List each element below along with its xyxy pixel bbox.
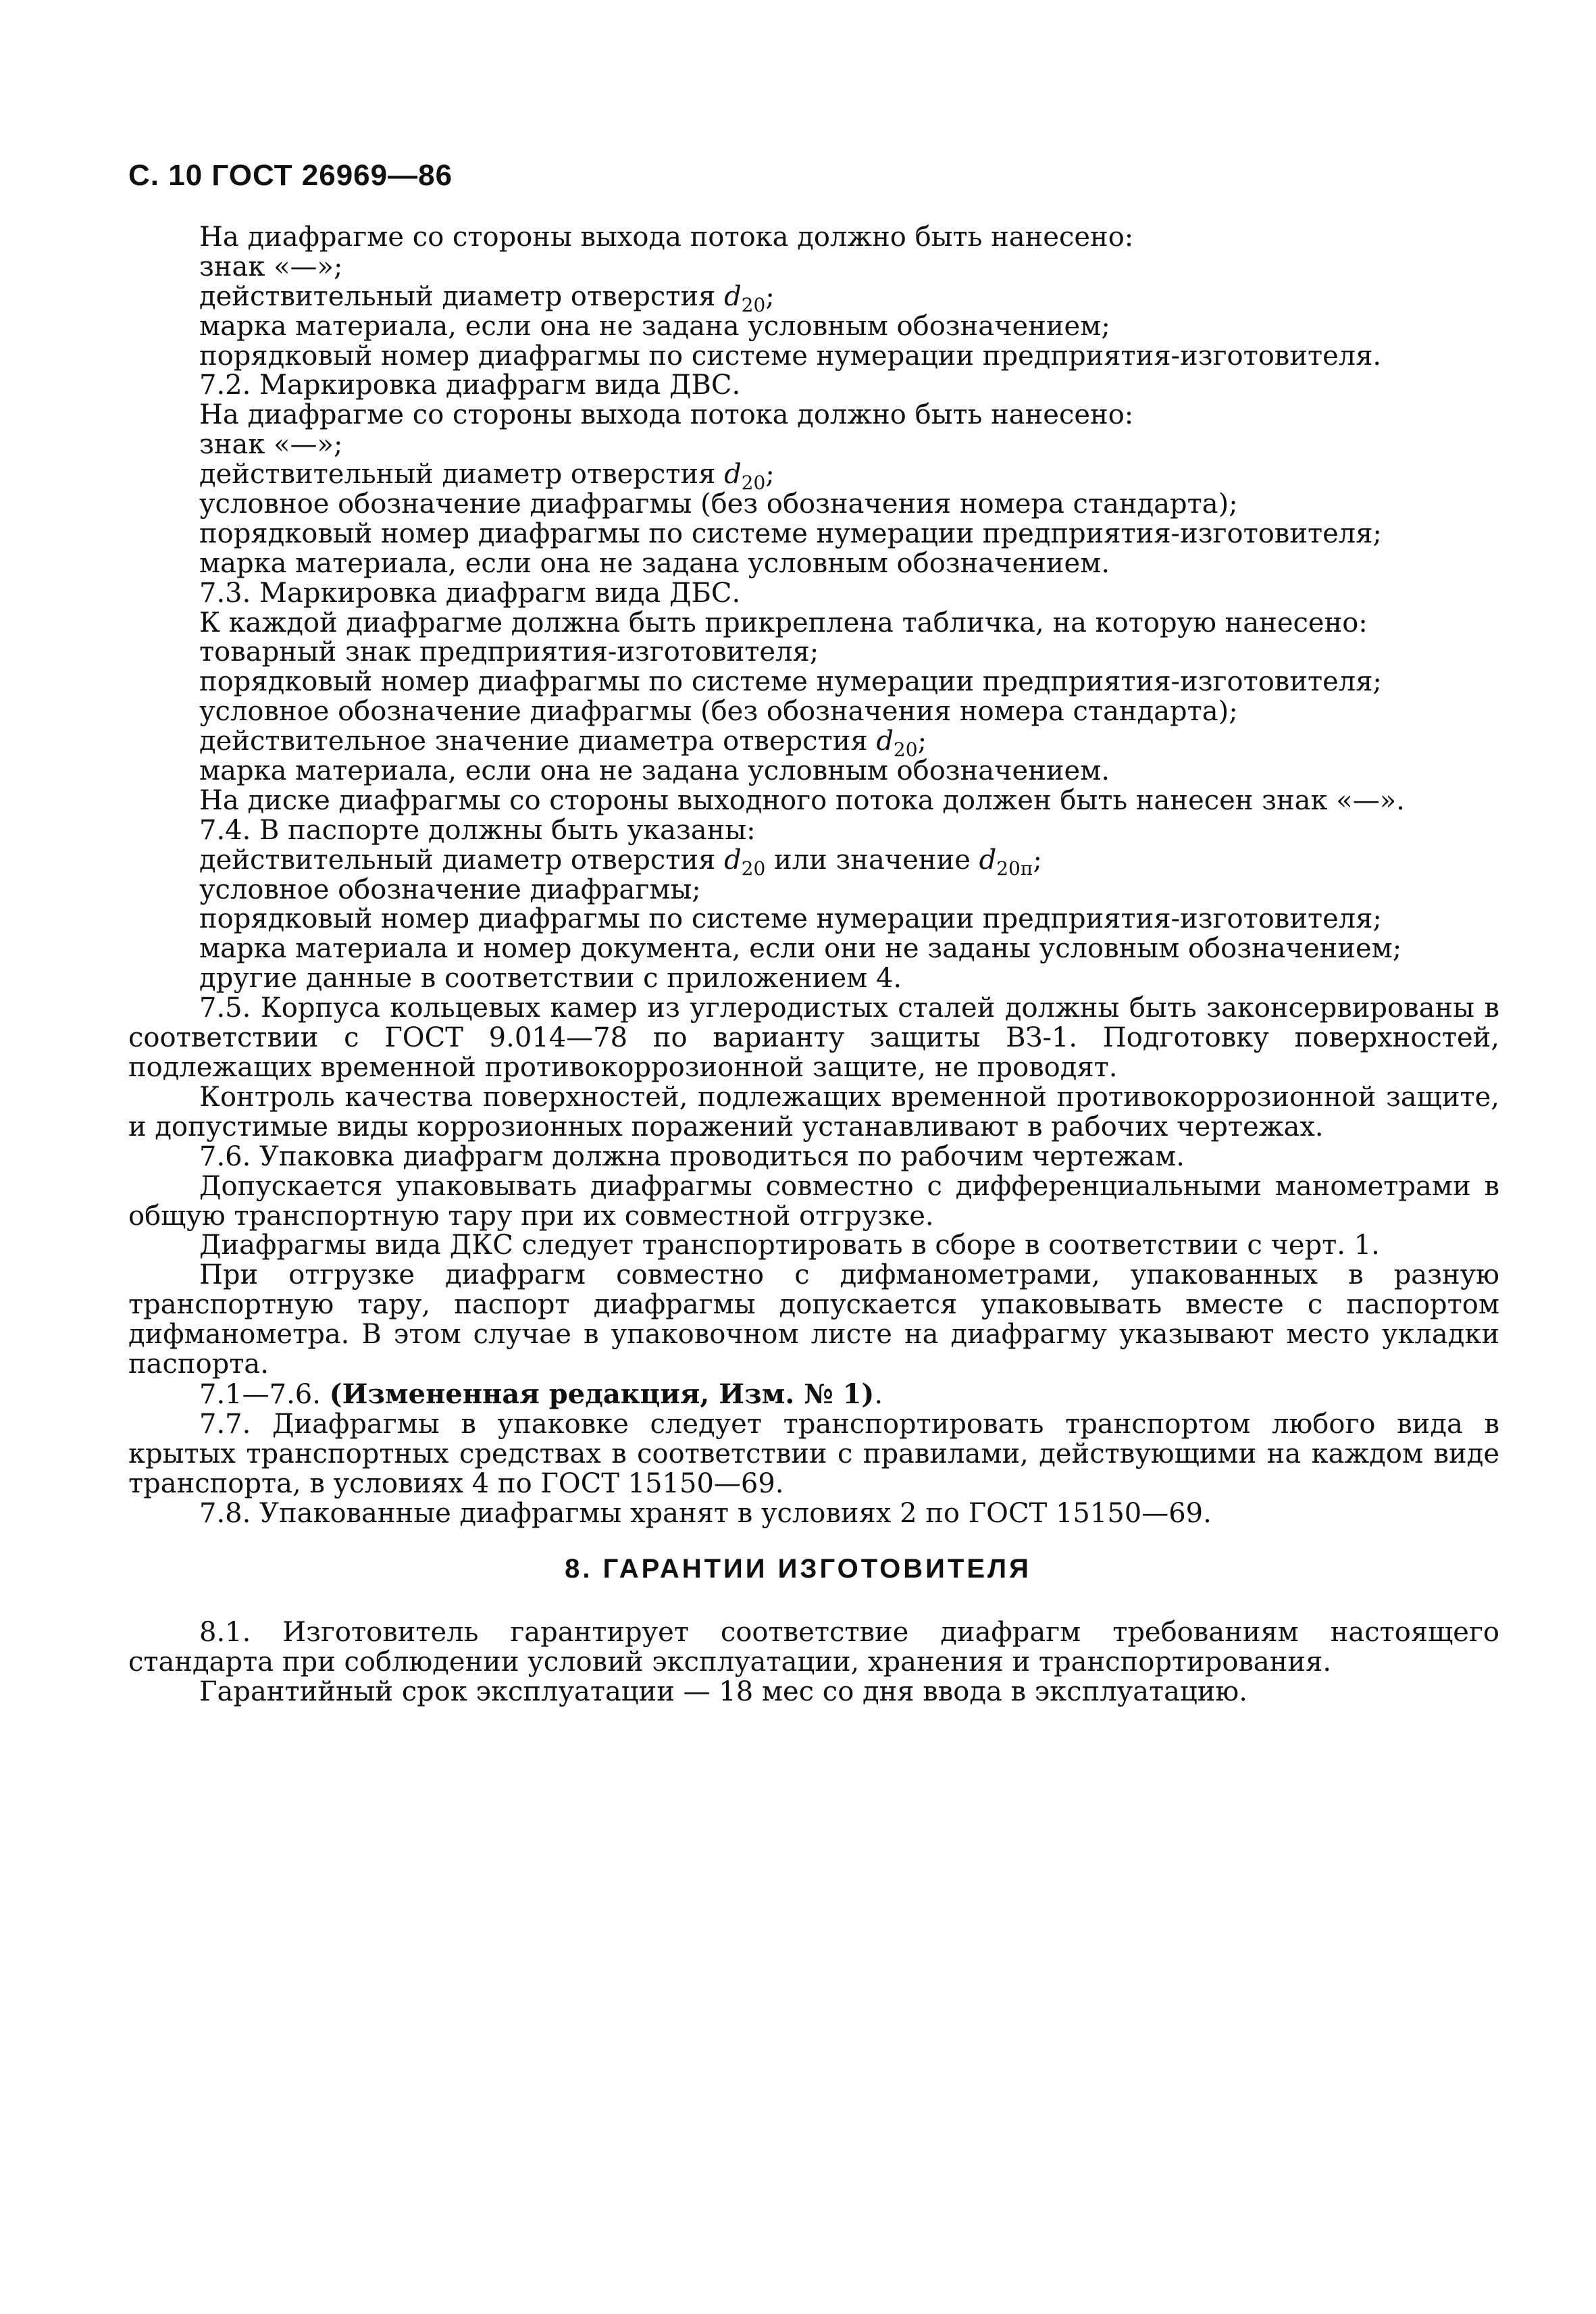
text-line <box>128 371 1499 401</box>
text-line-text: марка материала, если она не задана условным обозначением. <box>199 755 1110 787</box>
text-line-text: ; <box>765 280 775 312</box>
text-line <box>128 579 1499 609</box>
paragraph <box>128 1618 1499 1678</box>
paragraph-text: При отгрузке диафрагм совместно с дифманометрами, упакованных в разную транспортную тару, паспорт диафрагмы допускается упаковывать вместе с паспортом дифманометра. В этом случае в упаковочном листе на диафрагму указывают место укладки паспорта. <box>128 1259 1499 1380</box>
text-line-text: знак «—»; <box>199 251 343 282</box>
text-line <box>128 816 1499 846</box>
section-7-paragraphs <box>128 994 1499 1528</box>
running-head: С. 10 ГОСТ 26969—86 <box>128 159 453 192</box>
variable-symbol: d <box>876 726 894 757</box>
paragraph <box>128 1380 1499 1410</box>
text-line-text: На диафрагме со стороны выхода потока должно быть нанесено: <box>199 222 1134 253</box>
text-line-text: 7.3. Маркировка диафрагм вида ДБС. <box>199 577 741 609</box>
text-line <box>128 697 1499 727</box>
paragraph-text: . <box>874 1378 883 1410</box>
paragraph-text: 7.8. Упакованные диафрагмы хранят в условиях 2 по ГОСТ 15150—69. <box>199 1497 1212 1529</box>
paragraph <box>128 1231 1499 1261</box>
text-line-text: или значение <box>765 844 979 876</box>
text-line-text: другие данные в соответствии с приложением 4. <box>199 963 902 995</box>
text-line <box>128 280 1499 316</box>
paragraph <box>128 1499 1499 1529</box>
amendment-note: (Измененная редакция, Изм. № 1) <box>329 1378 875 1410</box>
variable-subscript: 20 <box>741 293 766 316</box>
paragraph <box>128 1261 1499 1380</box>
text-line <box>128 905 1499 934</box>
section-8-text <box>128 1618 1499 1707</box>
text-line-text: 7.2. Маркировка диафрагм вида ДВС. <box>199 370 741 401</box>
text-line-text: порядковый номер диафрагмы по системе нумерации предприятия-изготовителя; <box>199 903 1382 935</box>
text-line-text: условное обозначение диафрагмы; <box>199 874 701 905</box>
text-line <box>128 549 1499 579</box>
text-line <box>128 253 1499 282</box>
paragraph-text: 8.1. Изготовитель гарантирует соответствие диафрагм требованиям настоящего стандарта при соблюдении условий эксплуатации, хранения и транспортирования. <box>128 1617 1499 1678</box>
text-line <box>128 726 1499 761</box>
text-line-text: На диафрагме со стороны выхода потока должно быть нанесено: <box>199 399 1134 431</box>
variable-symbol: d <box>979 844 997 876</box>
paragraph <box>128 1083 1499 1142</box>
paragraph-text: 7.5. Корпуса кольцевых камер из углеродистых сталей должны быть законсервированы в соответствии с ГОСТ 9.014—78 по варианту защиты ВЗ-1. Подготовку поверхностей, подлежащих временной противокоррозионной защите, не проводят. <box>128 992 1499 1083</box>
text-line-text: ; <box>1033 844 1043 876</box>
paragraph-text: Диафрагмы вида ДКС следует транспортировать в сборе в соответствии с черт. 1. <box>199 1230 1380 1261</box>
text-line <box>128 609 1499 638</box>
text-line <box>128 312 1499 342</box>
text-line-text: действительный диаметр отверстия <box>199 280 725 312</box>
text-line-text: порядковый номер диафрагмы по системе нумерации предприятия-изготовителя; <box>199 518 1382 549</box>
text-line-text: условное обозначение диафрагмы (без обозначения номера стандарта); <box>199 696 1238 728</box>
text-line-text: 7.4. В паспорте должны быть указаны: <box>199 814 756 846</box>
text-line <box>128 964 1499 994</box>
text-line <box>128 876 1499 905</box>
text-line <box>128 490 1499 520</box>
section-8-paragraphs <box>128 1618 1499 1707</box>
variable-symbol: d <box>724 280 742 312</box>
paragraph-text: 7.7. Диафрагмы в упаковке следует транспортировать транспортом любого вида в крытых транспортных средствах в соответствии с правилами, действующими на каждом виде транспорта, в условиях 4 по ГОСТ 15150—69. <box>128 1408 1499 1499</box>
variable-subscript: 20 <box>893 738 918 761</box>
text-line-text: ; <box>917 726 927 757</box>
text-line-text: порядковый номер диафрагмы по системе нумерации предприятия-изготовителя. <box>199 340 1382 372</box>
text-line-text: К каждой диафрагме должна быть прикреплена табличка, на которую нанесено: <box>199 607 1368 638</box>
variable-symbol: d <box>724 844 742 876</box>
text-line-text: ; <box>765 459 775 491</box>
text-line-text: действительный диаметр отверстия <box>199 844 725 876</box>
text-line-text: знак «—»; <box>199 429 343 461</box>
text-line <box>128 459 1499 495</box>
paragraph <box>128 1678 1499 1707</box>
text-line-text: условное обозначение диафрагмы (без обозначения номера стандарта); <box>199 488 1238 520</box>
paragraph <box>128 1172 1499 1232</box>
text-line-text: действительное значение диаметра отверстия <box>199 726 877 757</box>
text-line <box>128 342 1499 372</box>
text-line-text: товарный знак предприятия-изготовителя; <box>199 636 819 668</box>
text-line-text: порядковый номер диафрагмы по системе нумерации предприятия-изготовителя; <box>199 666 1382 698</box>
text-line <box>128 223 1499 253</box>
text-line <box>128 844 1499 880</box>
text-line <box>128 786 1499 816</box>
section-7-text <box>128 223 1499 1528</box>
text-line-text: На диске диафрагмы со стороны выходного потока должен быть нанесен знак «—». <box>199 784 1405 816</box>
paragraph <box>128 994 1499 1083</box>
text-line <box>128 934 1499 964</box>
text-line <box>128 638 1499 668</box>
text-line-text: марка материала, если она не задана условным обозначением; <box>199 310 1110 342</box>
paragraph-text: 7.1—7.6. <box>199 1378 330 1410</box>
paragraph <box>128 1142 1499 1172</box>
text-line-text: действительный диаметр отверстия <box>199 459 725 491</box>
paragraph-text: 7.6. Упаковка диафрагм должна проводиться по рабочим чертежам. <box>199 1140 1185 1172</box>
text-line <box>128 757 1499 786</box>
section-8-heading: 8. ГАРАНТИИ ИЗГОТОВИТЕЛЯ <box>565 1554 1031 1584</box>
paragraph <box>128 1410 1499 1499</box>
text-line-text: марка материала, если она не задана условным обозначением. <box>199 547 1110 579</box>
text-line <box>128 430 1499 460</box>
text-line <box>128 401 1499 430</box>
paragraph-text: Допускается упаковывать диафрагмы совместно с дифференциальными манометрами в общую транспортную тару при их совместной отгрузке. <box>128 1170 1499 1232</box>
text-line <box>128 668 1499 697</box>
variable-subscript: 20 <box>741 472 766 495</box>
variable-subscript: 20 <box>741 857 766 880</box>
section-7-lines <box>128 223 1499 994</box>
paragraph-text: Контроль качества поверхностей, подлежащих временной противокоррозионной защите, и допустимые виды коррозионных поражений устанавливают в рабочих чертежах. <box>128 1081 1499 1142</box>
variable-symbol: d <box>724 459 742 491</box>
text-line <box>128 520 1499 549</box>
variable-subscript: 20п <box>996 857 1033 880</box>
paragraph-text: Гарантийный срок эксплуатации — 18 мес со дня ввода в эксплуатацию. <box>199 1676 1247 1707</box>
text-line-text: марка материала и номер документа, если они не заданы условным обозначением; <box>199 933 1402 965</box>
